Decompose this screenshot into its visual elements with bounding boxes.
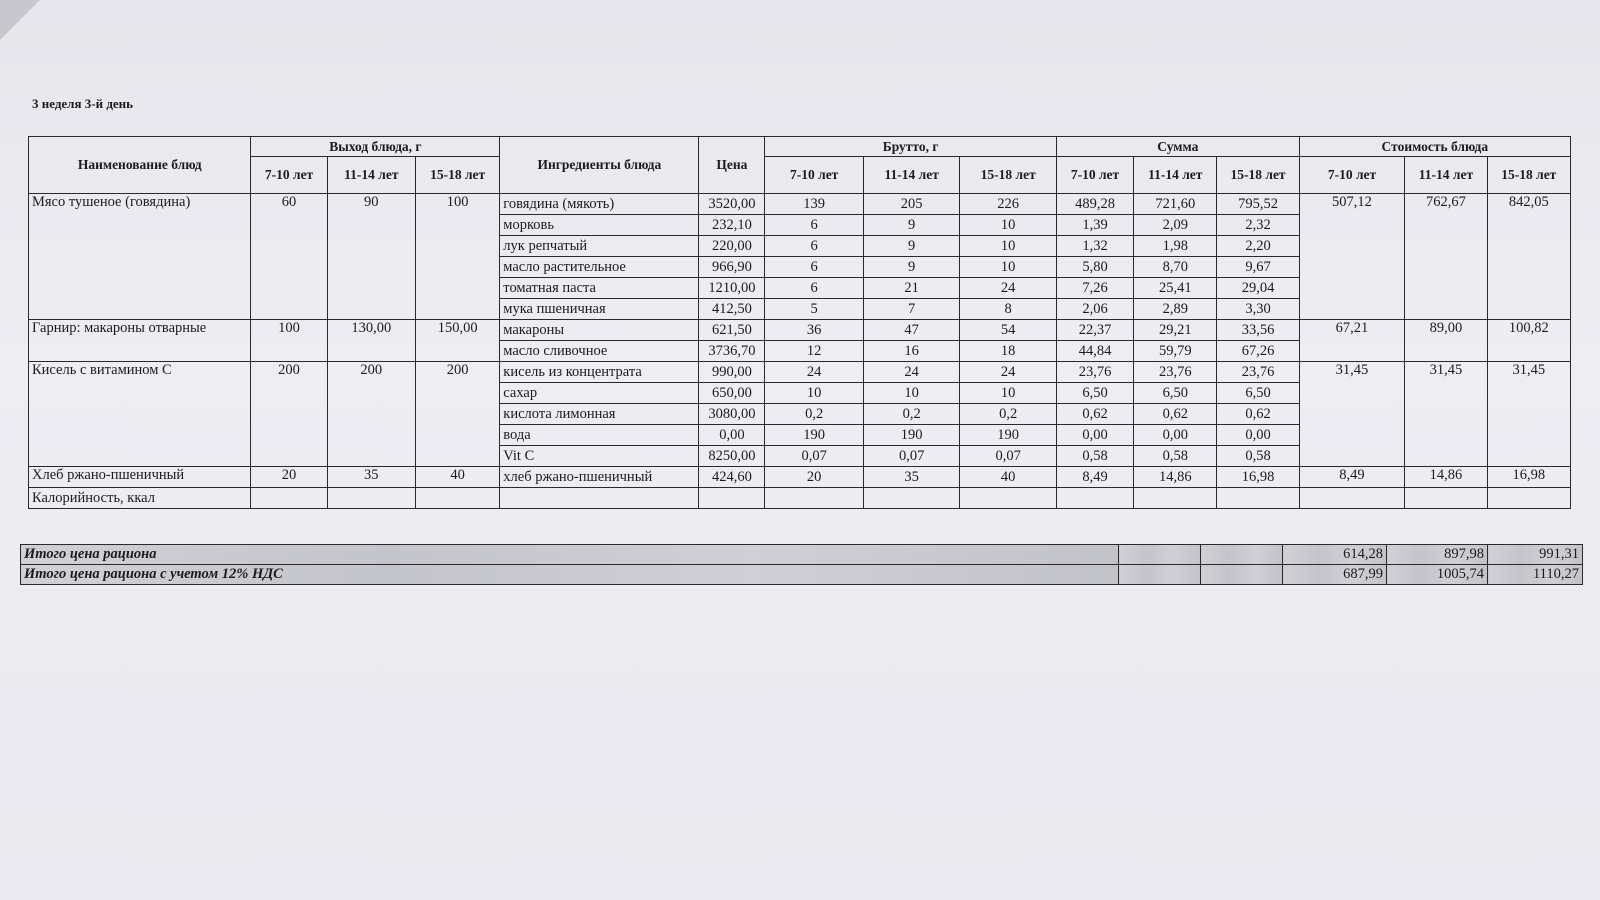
table-row [29, 467, 1571, 488]
ingredient-gross: 8 [960, 299, 1057, 320]
header-gross-age-1: 7-10 лет [765, 157, 864, 194]
ingredient-price: 990,00 [699, 362, 765, 383]
ingredient-price: 621,50 [699, 320, 765, 341]
calories-empty-cell [1056, 488, 1133, 509]
ingredient-sum: 33,56 [1217, 320, 1299, 341]
calories-empty-cell [1299, 488, 1405, 509]
ingredient-price: 966,90 [699, 257, 765, 278]
calories-empty-cell [863, 488, 959, 509]
header-dish-name: Наименование блюд [29, 137, 251, 194]
ingredient-price: 220,00 [699, 236, 765, 257]
header-yield-age-1: 7-10 лет [251, 157, 327, 194]
ingredient-name: томатная паста [500, 278, 699, 299]
ingredient-sum: 1,98 [1134, 236, 1217, 257]
ingredient-name: мука пшеничная [500, 299, 699, 320]
ingredient-price: 3520,00 [699, 194, 765, 215]
dish-yield: 200 [415, 362, 499, 467]
ingredient-name: масло сливочное [500, 341, 699, 362]
ingredient-sum: 2,09 [1134, 215, 1217, 236]
ingredient-gross: 0,2 [863, 404, 959, 425]
calories-empty-cell [699, 488, 765, 509]
header-yield-age-3: 15-18 лет [415, 157, 499, 194]
ingredient-gross: 24 [960, 278, 1057, 299]
header-sum: Сумма [1056, 137, 1299, 157]
ingredient-gross: 9 [863, 257, 959, 278]
totals-vat-label: Итого цена рациона с учетом 12% НДС [21, 565, 1119, 585]
ingredient-name: масло растительное [500, 257, 699, 278]
ingredient-sum: 0,62 [1134, 404, 1217, 425]
dish-cost: 14,86 [1405, 467, 1487, 488]
ingredient-sum: 2,32 [1217, 215, 1299, 236]
ingredient-sum: 22,37 [1056, 320, 1133, 341]
dish-cost: 842,05 [1487, 194, 1570, 320]
ingredient-gross: 24 [863, 362, 959, 383]
table-row [29, 362, 1571, 383]
header-cost-age-1: 7-10 лет [1299, 157, 1405, 194]
ingredient-price: 3736,70 [699, 341, 765, 362]
ingredient-sum: 59,79 [1134, 341, 1217, 362]
ingredient-sum: 23,76 [1134, 362, 1217, 383]
header-yield-age-2: 11-14 лет [327, 157, 415, 194]
dish-yield: 60 [251, 194, 327, 320]
header-ingredients: Ингредиенты блюда [500, 137, 699, 194]
ingredient-sum: 0,58 [1217, 446, 1299, 467]
dish-yield: 100 [251, 320, 327, 362]
ingredient-sum: 6,50 [1056, 383, 1133, 404]
dish-cost: 67,21 [1299, 320, 1405, 362]
ingredient-price: 424,60 [699, 467, 765, 488]
header-price: Цена [699, 137, 765, 194]
ingredient-name: говядина (мякоть) [500, 194, 699, 215]
ingredient-sum: 6,50 [1134, 383, 1217, 404]
ingredient-sum: 7,26 [1056, 278, 1133, 299]
ingredient-name: хлеб ржано-пшеничный [500, 467, 699, 488]
ingredient-sum: 0,58 [1134, 446, 1217, 467]
calories-empty-cell [327, 488, 415, 509]
dish-cost: 8,49 [1299, 467, 1405, 488]
table-row [29, 194, 1571, 215]
ingredient-gross: 54 [960, 320, 1057, 341]
ingredient-name: вода [500, 425, 699, 446]
ingredient-gross: 21 [863, 278, 959, 299]
calories-empty-cell [765, 488, 864, 509]
ingredient-sum: 721,60 [1134, 194, 1217, 215]
ingredient-gross: 6 [765, 236, 864, 257]
ingredient-gross: 6 [765, 278, 864, 299]
totals-vat-value: 1110,27 [1488, 565, 1583, 585]
ingredient-gross: 190 [960, 425, 1057, 446]
ingredient-gross: 36 [765, 320, 864, 341]
ingredient-gross: 0,07 [863, 446, 959, 467]
ingredient-gross: 0,2 [960, 404, 1057, 425]
calories-empty-cell [415, 488, 499, 509]
dish-cost: 31,45 [1487, 362, 1570, 467]
dish-yield: 90 [327, 194, 415, 320]
calories-empty-cell [1405, 488, 1487, 509]
ingredient-name: сахар [500, 383, 699, 404]
totals-empty-cell [1201, 565, 1283, 585]
ingredient-sum: 2,20 [1217, 236, 1299, 257]
ingredient-name: кислота лимонная [500, 404, 699, 425]
calories-empty-cell [1487, 488, 1570, 509]
totals-vat-value: 1005,74 [1387, 565, 1488, 585]
ingredient-price: 1210,00 [699, 278, 765, 299]
dish-cost: 89,00 [1405, 320, 1487, 362]
ingredient-sum: 2,06 [1056, 299, 1133, 320]
ingredient-sum: 14,86 [1134, 467, 1217, 488]
ingredient-price: 232,10 [699, 215, 765, 236]
ingredient-gross: 40 [960, 467, 1057, 488]
calories-empty-cell [500, 488, 699, 509]
totals-value: 614,28 [1283, 545, 1387, 565]
dish-name: Мясо тушеное (говядина) [29, 194, 251, 320]
ingredient-price: 412,50 [699, 299, 765, 320]
ingredient-name: морковь [500, 215, 699, 236]
totals-table [20, 544, 1583, 585]
ingredient-sum: 2,89 [1134, 299, 1217, 320]
ingredient-gross: 24 [765, 362, 864, 383]
totals-vat-row [21, 565, 1583, 585]
ingredient-sum: 29,21 [1134, 320, 1217, 341]
ingredient-name: кисель из концентрата [500, 362, 699, 383]
ingredient-gross: 20 [765, 467, 864, 488]
ingredient-gross: 0,2 [765, 404, 864, 425]
ingredient-sum: 0,00 [1217, 425, 1299, 446]
ingredient-gross: 35 [863, 467, 959, 488]
header-sum-age-1: 7-10 лет [1056, 157, 1133, 194]
dish-name: Кисель с витамином С [29, 362, 251, 467]
ingredient-sum: 23,76 [1056, 362, 1133, 383]
dish-cost: 507,12 [1299, 194, 1405, 320]
calories-label: Калорийность, ккал [29, 488, 251, 509]
ingredient-sum: 5,80 [1056, 257, 1133, 278]
totals-empty-cell [1119, 565, 1201, 585]
ingredient-gross: 0,07 [765, 446, 864, 467]
ingredient-gross: 18 [960, 341, 1057, 362]
menu-table [28, 136, 1571, 509]
ingredient-gross: 5 [765, 299, 864, 320]
ingredient-gross: 10 [863, 383, 959, 404]
ingredient-sum: 16,98 [1217, 467, 1299, 488]
ingredient-gross: 226 [960, 194, 1057, 215]
ingredient-gross: 10 [960, 257, 1057, 278]
ingredient-sum: 0,00 [1134, 425, 1217, 446]
dish-yield: 100 [415, 194, 499, 320]
totals-vat-value: 687,99 [1283, 565, 1387, 585]
header-gross-age-2: 11-14 лет [863, 157, 959, 194]
ingredient-sum: 9,67 [1217, 257, 1299, 278]
dish-cost: 762,67 [1405, 194, 1487, 320]
ingredient-sum: 25,41 [1134, 278, 1217, 299]
ingredient-gross: 7 [863, 299, 959, 320]
ingredient-sum: 0,62 [1056, 404, 1133, 425]
dish-yield: 200 [251, 362, 327, 467]
dish-cost: 100,82 [1487, 320, 1570, 362]
calories-row [29, 488, 1571, 509]
header-cost: Стоимость блюда [1299, 137, 1570, 157]
ingredient-gross: 9 [863, 236, 959, 257]
calories-empty-cell [1134, 488, 1217, 509]
table-row [29, 320, 1571, 341]
dish-cost: 31,45 [1405, 362, 1487, 467]
dish-name: Хлеб ржано-пшеничный [29, 467, 251, 488]
ingredient-gross: 12 [765, 341, 864, 362]
totals-value: 991,31 [1488, 545, 1583, 565]
ingredient-gross: 190 [765, 425, 864, 446]
ingredient-sum: 0,58 [1056, 446, 1133, 467]
ingredient-price: 8250,00 [699, 446, 765, 467]
ingredient-sum: 795,52 [1217, 194, 1299, 215]
ingredient-sum: 67,26 [1217, 341, 1299, 362]
ingredient-gross: 6 [765, 257, 864, 278]
ingredient-sum: 1,32 [1056, 236, 1133, 257]
ingredient-name: Vit C [500, 446, 699, 467]
ingredient-sum: 0,00 [1056, 425, 1133, 446]
ingredient-gross: 10 [960, 236, 1057, 257]
ingredient-gross: 0,07 [960, 446, 1057, 467]
ingredient-name: макароны [500, 320, 699, 341]
header-sum-age-2: 11-14 лет [1134, 157, 1217, 194]
ingredient-gross: 16 [863, 341, 959, 362]
page-title: 3 неделя 3-й день [32, 96, 134, 111]
ingredient-gross: 139 [765, 194, 864, 215]
header-yield: Выход блюда, г [251, 137, 500, 157]
ingredient-gross: 6 [765, 215, 864, 236]
totals-empty-cell [1119, 545, 1201, 565]
ingredient-sum: 6,50 [1217, 383, 1299, 404]
dish-name: Гарнир: макароны отварные [29, 320, 251, 362]
dish-yield: 130,00 [327, 320, 415, 362]
ingredient-price: 3080,00 [699, 404, 765, 425]
ingredient-sum: 29,04 [1217, 278, 1299, 299]
dish-yield: 150,00 [415, 320, 499, 362]
totals-value: 897,98 [1387, 545, 1488, 565]
calories-empty-cell [960, 488, 1057, 509]
page-corner-shadow [0, 0, 40, 40]
header-gross: Брутто, г [765, 137, 1057, 157]
header-sum-age-3: 15-18 лет [1217, 157, 1299, 194]
calories-empty-cell [1217, 488, 1299, 509]
ingredient-sum: 8,70 [1134, 257, 1217, 278]
ingredient-sum: 1,39 [1056, 215, 1133, 236]
ingredient-gross: 10 [960, 383, 1057, 404]
ingredient-sum: 23,76 [1217, 362, 1299, 383]
totals-row [21, 545, 1583, 565]
ingredient-sum: 8,49 [1056, 467, 1133, 488]
dish-yield: 35 [327, 467, 415, 488]
totals-label: Итого цена рациона [21, 545, 1119, 565]
ingredient-name: лук репчатый [500, 236, 699, 257]
totals-empty-cell [1201, 545, 1283, 565]
header-cost-age-3: 15-18 лет [1487, 157, 1570, 194]
dish-cost: 31,45 [1299, 362, 1405, 467]
ingredient-gross: 47 [863, 320, 959, 341]
dish-yield: 40 [415, 467, 499, 488]
header-gross-age-3: 15-18 лет [960, 157, 1057, 194]
dish-cost: 16,98 [1487, 467, 1570, 488]
ingredient-gross: 10 [960, 215, 1057, 236]
ingredient-price: 0,00 [699, 425, 765, 446]
calories-empty-cell [251, 488, 327, 509]
ingredient-sum: 0,62 [1217, 404, 1299, 425]
dish-yield: 200 [327, 362, 415, 467]
menu-table-body [29, 194, 1571, 509]
ingredient-gross: 9 [863, 215, 959, 236]
dish-yield: 20 [251, 467, 327, 488]
ingredient-gross: 24 [960, 362, 1057, 383]
ingredient-gross: 205 [863, 194, 959, 215]
ingredient-sum: 44,84 [1056, 341, 1133, 362]
ingredient-gross: 10 [765, 383, 864, 404]
header-cost-age-2: 11-14 лет [1405, 157, 1487, 194]
ingredient-price: 650,00 [699, 383, 765, 404]
ingredient-gross: 190 [863, 425, 959, 446]
ingredient-sum: 3,30 [1217, 299, 1299, 320]
ingredient-sum: 489,28 [1056, 194, 1133, 215]
